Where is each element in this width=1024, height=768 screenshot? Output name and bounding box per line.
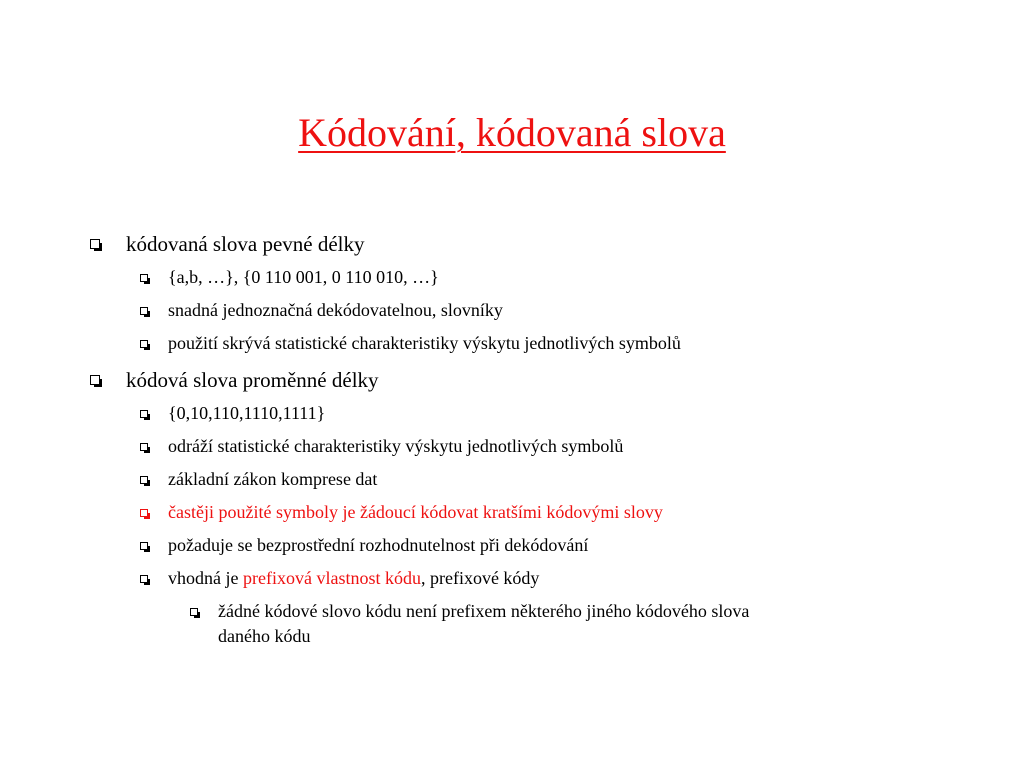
- list-item-level3: [190, 599, 749, 649]
- checkbox-bullet-icon: [90, 375, 100, 385]
- list-item-text-before: vhodná je: [168, 568, 243, 588]
- list-item-level1: [90, 230, 365, 258]
- list-item-text: častěji použité symboly je žádoucí kódovat kratšími kódovými slovy: [168, 502, 663, 522]
- list-item-level2: [140, 566, 539, 591]
- list-item-text: kódová slova proměnné délky: [126, 368, 379, 392]
- list-item-level2: [140, 331, 681, 356]
- list-item-text: {0,10,110,1110,1111}: [168, 403, 326, 423]
- list-item-text: základní zákon komprese dat: [168, 469, 378, 489]
- checkbox-bullet-icon: [140, 340, 148, 348]
- list-item-level2: [140, 434, 623, 459]
- list-item-level2: [140, 533, 588, 558]
- list-item-text: snadná jednoznačná dekódovatelnou, slovníky: [168, 300, 503, 320]
- list-item-text: [218, 599, 749, 649]
- list-item-level2-highlighted: [140, 500, 663, 525]
- checkbox-bullet-icon: [140, 307, 148, 315]
- checkbox-bullet-icon: [90, 239, 100, 249]
- list-item-text-line1: žádné kódové slovo kódu není prefixem některého jiného kódového slova: [218, 601, 750, 621]
- checkbox-bullet-icon: [140, 509, 148, 517]
- list-item-text: [168, 566, 539, 591]
- list-item-text-after: , prefixové kódy: [420, 568, 540, 588]
- list-item-text: {a,b, …}, {0 110 001, 0 110 010, …}: [168, 267, 439, 287]
- list-item-level2: [140, 401, 325, 426]
- list-item-level1: [90, 366, 379, 394]
- list-item-text: kódovaná slova pevné délky: [126, 232, 365, 256]
- checkbox-bullet-icon: [140, 542, 148, 550]
- list-item-level2: [140, 298, 503, 323]
- list-item-text: použití skrývá statistické charakteristiky výskytu jednotlivých symbolů: [168, 333, 681, 353]
- checkbox-bullet-icon: [140, 410, 148, 418]
- list-item-text-line2: daného kódu: [218, 626, 311, 646]
- list-item-text: odráží statistické charakteristiky výskytu jednotlivých symbolů: [168, 436, 624, 456]
- checkbox-bullet-icon: [140, 274, 148, 282]
- checkbox-bullet-icon: [190, 608, 198, 616]
- list-item-level2: [140, 265, 439, 290]
- list-item-level2: [140, 467, 377, 492]
- list-item-text-highlight: prefixová vlastnost kódu: [242, 568, 421, 588]
- checkbox-bullet-icon: [140, 443, 148, 451]
- checkbox-bullet-icon: [140, 575, 148, 583]
- checkbox-bullet-icon: [140, 476, 148, 484]
- list-item-text: požaduje se bezprostřední rozhodnutelnost při dekódování: [168, 535, 589, 555]
- slide-title: Kódování, kódovaná slova: [298, 110, 726, 155]
